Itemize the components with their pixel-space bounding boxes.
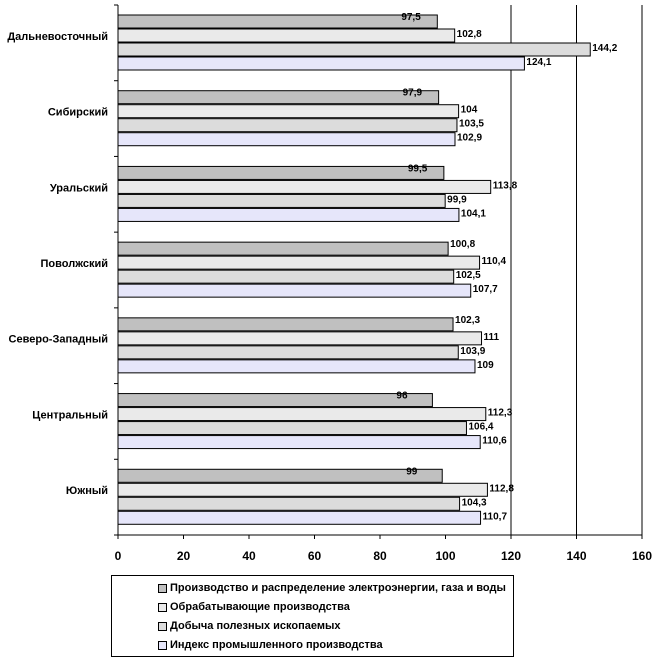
x-tick-label-80: 80 — [373, 549, 387, 563]
data-label-3-3: 99,9 — [447, 194, 467, 206]
bar-4-1 — [118, 242, 448, 255]
data-label-1-3: 144,2 — [592, 43, 618, 54]
x-tick-label-40: 40 — [242, 549, 256, 563]
legend-item-industrial-index — [158, 638, 383, 652]
data-label-2-3: 103,5 — [458, 118, 484, 130]
bar-7-1 — [118, 469, 442, 482]
bar-4-3 — [118, 270, 454, 283]
data-label-7-3: 104,3 — [461, 497, 487, 509]
legend-swatch-electricity — [158, 584, 167, 593]
bar-5-1 — [118, 318, 453, 331]
legend-label-industrial-index: Индекс промышленного производства — [170, 639, 383, 651]
data-label-6-1: 96 — [396, 390, 408, 402]
data-label-5-3: 103,9 — [460, 345, 486, 357]
bar-4-2 — [118, 256, 480, 269]
bar-7-4 — [118, 511, 481, 524]
category-label-6: Центральный — [32, 409, 108, 422]
legend-label-manufacturing: Обрабатывающие производства — [170, 601, 350, 613]
legend-swatch-mining — [158, 622, 167, 631]
category-label-1: Дальневосточный — [7, 30, 108, 43]
data-label-4-3: 102,5 — [455, 270, 481, 282]
bar-6-1 — [118, 394, 432, 407]
data-label-7-2: 112,8 — [489, 483, 514, 495]
bar-2-2 — [118, 105, 459, 118]
data-label-2-1: 97,9 — [402, 87, 423, 99]
category-label-7: Южный — [65, 485, 108, 498]
data-label-7-4: 110,7 — [482, 511, 508, 523]
data-label-3-4: 104,1 — [460, 208, 486, 220]
bar-3-2 — [118, 180, 491, 193]
legend-label-mining: Добыча полезных ископаемых — [170, 620, 341, 632]
bar-5-3 — [118, 346, 458, 359]
bar-3-4 — [118, 208, 459, 221]
data-label-1-1: 97,5 — [401, 12, 421, 23]
data-label-6-2: 112,3 — [487, 407, 513, 419]
bar-5-4 — [118, 360, 475, 373]
data-label-3-2: 113,8 — [492, 180, 518, 192]
x-tick-label-100: 100 — [435, 549, 456, 563]
bar-6-3 — [118, 422, 466, 435]
data-label-4-4: 107,7 — [472, 284, 498, 296]
bar-2-3 — [118, 119, 457, 132]
data-label-4-2: 110,4 — [481, 256, 507, 268]
category-label-5: Северо-Западный — [8, 333, 108, 346]
bar-6-4 — [118, 436, 480, 449]
data-label-3-1: 99,5 — [407, 163, 428, 175]
x-tick-label-0: 0 — [114, 549, 122, 563]
x-tick-label-120: 120 — [500, 549, 522, 563]
data-label-2-4: 102,9 — [456, 132, 483, 144]
legend-swatch-manufacturing — [158, 603, 167, 612]
bar-1-3 — [118, 43, 590, 56]
x-tick-label-20: 20 — [176, 549, 191, 563]
legend-item-mining — [158, 619, 341, 633]
legend-label-electricity: Производство и распределение электроэнергии, газа и воды — [170, 582, 506, 594]
legend-swatch-industrial-index — [158, 641, 167, 650]
chart-legend — [111, 575, 514, 657]
bar-7-2 — [118, 483, 487, 496]
category-label-4: Поволжский — [40, 258, 108, 270]
data-label-7-1: 99 — [406, 466, 418, 478]
bar-1-4 — [118, 57, 524, 70]
data-label-6-3: 106,4 — [468, 421, 494, 433]
data-label-1-2: 102,8 — [456, 29, 482, 40]
bar-1-2 — [118, 29, 455, 42]
bar-7-3 — [118, 497, 460, 510]
data-label-2-2: 104 — [460, 104, 478, 116]
category-label-2: Сибирский — [47, 106, 108, 119]
x-tick-label-60: 60 — [307, 549, 322, 563]
bar-2-1 — [118, 91, 439, 104]
data-label-1-4: 124,1 — [526, 57, 552, 68]
bar-2-4 — [118, 133, 455, 146]
data-label-5-2: 111 — [483, 331, 500, 343]
data-label-6-4: 110,6 — [482, 435, 507, 447]
data-label-5-4: 109 — [476, 359, 494, 371]
bar-1-1 — [118, 15, 437, 28]
bar-4-4 — [118, 284, 471, 297]
x-tick-label-160: 160 — [631, 549, 653, 563]
category-label-3: Уральский — [49, 182, 108, 195]
legend-item-electricity — [158, 581, 506, 595]
bar-6-2 — [118, 408, 486, 421]
data-label-5-1: 102,3 — [455, 314, 481, 326]
legend-item-manufacturing — [158, 600, 350, 614]
x-tick-label-140: 140 — [566, 549, 587, 563]
bar-3-1 — [118, 166, 444, 179]
data-label-4-1: 100,8 — [450, 239, 476, 251]
bar-3-3 — [118, 194, 445, 207]
bar-5-2 — [118, 332, 482, 345]
